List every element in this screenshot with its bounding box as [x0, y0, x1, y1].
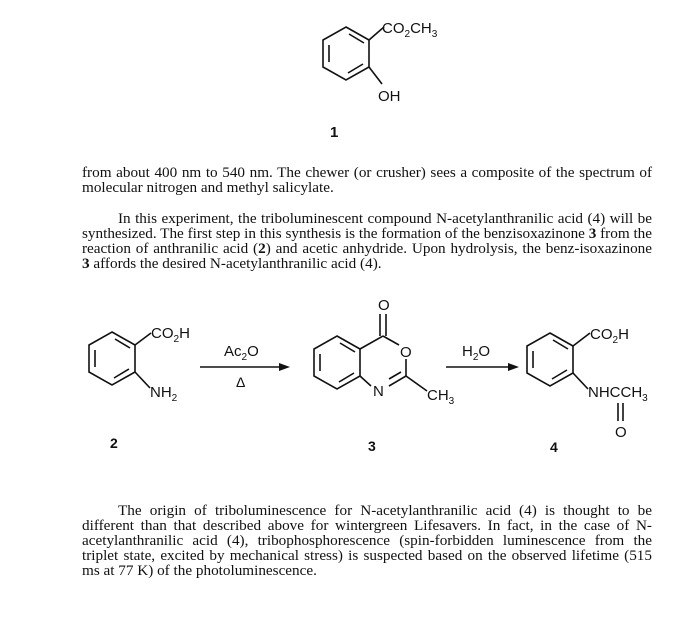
benzene-ring: [323, 27, 369, 80]
compound-1-number: 1: [330, 124, 339, 141]
compound-3-ring-nitrogen: N: [373, 383, 384, 400]
reaction-arrow-2: [446, 363, 519, 371]
compound-3-number: 3: [368, 438, 376, 454]
reagent-h2o-label: $H_2O$: [462, 343, 491, 363]
compound-2-acid-label: $CO_2H$: [151, 325, 190, 345]
compound-2-structure: [89, 332, 151, 388]
compound-3-carbonyl-oxygen: O: [378, 297, 390, 314]
compound-2-number: 2: [110, 435, 118, 451]
compound-4-acid-label: $CO_2H$: [590, 326, 629, 346]
reagent-ac2o-label: $Ac_2O$: [224, 343, 259, 363]
benzene-ring: [527, 333, 573, 386]
heat-symbol: Δ: [236, 374, 246, 390]
compound-3-ring-oxygen: O: [400, 344, 412, 361]
compound-1-ester-label: $CO_2CH_3$: [382, 20, 438, 40]
compound-4-amide-label: $NHCCH_3$: [588, 384, 648, 404]
compound-4-number: 4: [550, 439, 558, 455]
compound-2-amine-label: $NH_2$: [150, 384, 178, 404]
paragraph-3: The origin of triboluminescence for N-acetylanthranilic acid (4) is thought to be different than that described above for wintergreen Lifesavers. In fact, in the case of N-acetylanthranilic acid (4), tribophosphorescence (spin-forbidden luminescence from the triplet state, excited by mechanical stress) is suspected based on the observed lifetime (515 ms at 77 K) of the photoluminescence.: [82, 502, 652, 579]
compound-1-structure: [323, 27, 384, 84]
paragraph-1: from about 400 nm to 540 nm. The chewer (or crusher) sees a composite of the spectrum of molecular nitrogen and methyl salicylate.: [82, 164, 652, 196]
compound-1-hydroxyl-label: OH: [378, 88, 401, 105]
paragraph-2: In this experiment, the triboluminescent compound N-acetylanthranilic acid (4) will be synthesized. The first step in this synthesis is the formation of the benzisoxazinone 3 from the reaction of anthranilic acid (2) and acetic anhydride. Upon hydrolysis, the benz-isoxazinone 3 affords the desired N-acetylanthranilic acid (4).: [82, 210, 652, 272]
compound-4-structure: [527, 333, 623, 421]
reaction-arrow-1: [200, 363, 290, 371]
compound-4-carbonyl-oxygen: O: [615, 424, 627, 441]
compound-3-methyl-label: $CH_3$: [427, 387, 455, 407]
benzene-ring: [89, 332, 135, 385]
benzene-ring: [314, 336, 360, 389]
